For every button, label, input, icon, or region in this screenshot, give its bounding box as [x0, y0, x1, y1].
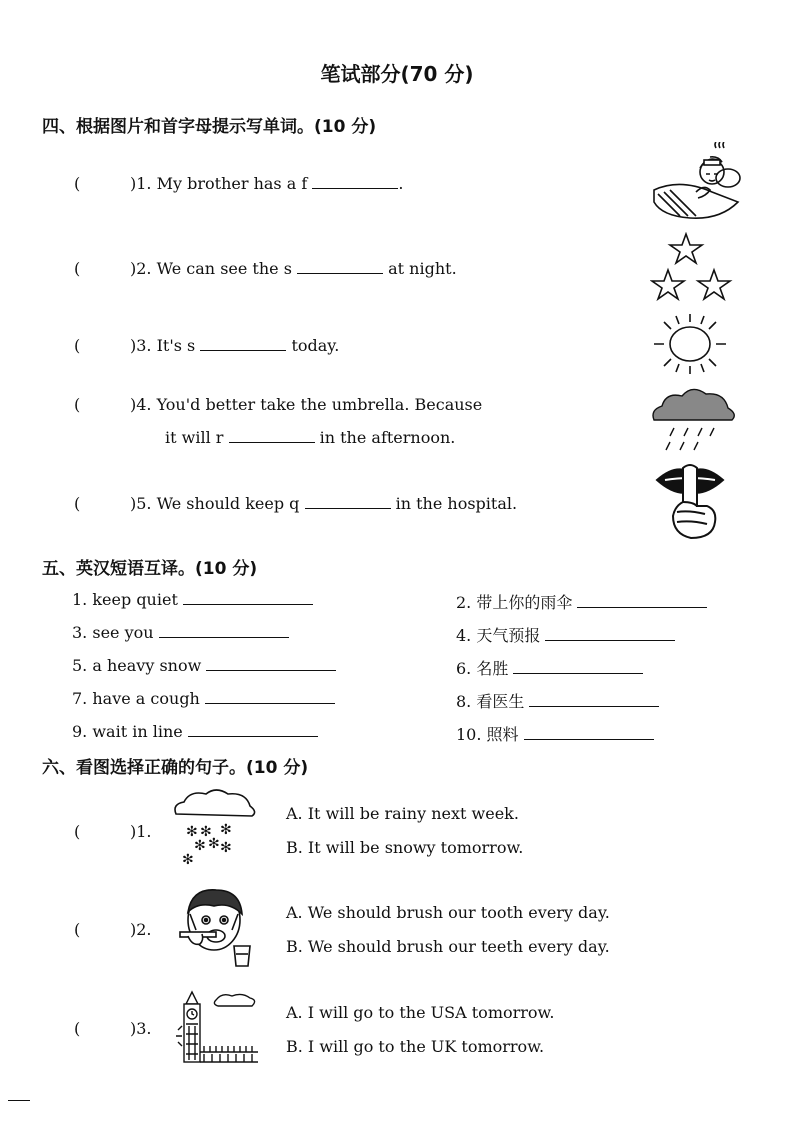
s4-q4-line2 — [165, 428, 455, 447]
s5-pair-1 — [72, 590, 313, 609]
answer-paren-close: ) — [130, 259, 137, 278]
answer-blank[interactable] — [200, 336, 286, 351]
stars-icon — [650, 232, 734, 304]
answer-blank[interactable] — [188, 722, 318, 737]
s6-q1-option-b[interactable]: B. It will be snowy tomorrow. — [286, 838, 524, 857]
s4-q2 — [74, 259, 80, 278]
big-ben-icon — [172, 990, 260, 1066]
phrase-text: 2. 带上你的雨伞 — [456, 593, 573, 612]
question-text: it will r — [165, 428, 224, 447]
answer-blank[interactable] — [205, 689, 335, 704]
question-text-end: today. — [291, 336, 340, 355]
answer-paren-open: ( — [74, 494, 81, 513]
s4-q3-text — [130, 336, 339, 355]
page-title: 笔试部分(70 分) — [320, 62, 474, 86]
question-number: 3. — [136, 336, 152, 355]
s5-pair-4 — [456, 623, 675, 646]
s6-q3-num — [130, 1019, 152, 1038]
answer-blank[interactable] — [513, 659, 643, 674]
snow-cloud-icon — [170, 788, 256, 868]
s6-q1-num — [130, 822, 152, 841]
svg-text:✻: ✻ — [220, 822, 232, 838]
s6-q3-option-b[interactable]: B. I will go to the UK tomorrow. — [286, 1037, 545, 1056]
question-number: 1. — [136, 174, 152, 193]
phrase-text: 8. 看医生 — [456, 692, 525, 711]
answer-blank[interactable] — [312, 174, 398, 189]
s6-q1-option-a[interactable]: A. It will be rainy next week. — [286, 804, 519, 823]
answer-paren-close: ) — [130, 395, 137, 414]
phrase-text: 10. 照料 — [456, 725, 519, 744]
answer-blank[interactable] — [545, 626, 675, 641]
section6-heading: 六、看图选择正确的句子。(10 分) — [42, 758, 309, 778]
answer-blank[interactable] — [524, 725, 654, 740]
answer-blank[interactable] — [159, 623, 289, 638]
s6-q2-num — [130, 920, 152, 939]
answer-paren-close: ) — [130, 494, 137, 513]
s4-q4-text — [130, 395, 482, 414]
sick-boy-in-bed-icon — [650, 142, 742, 222]
phrase-text: 7. have a cough — [72, 689, 200, 708]
question-number: 4. — [136, 395, 152, 414]
answer-paren-open: ( — [74, 822, 81, 841]
question-text: We should keep q — [156, 494, 300, 513]
answer-paren-close: ) — [130, 1019, 137, 1038]
s6-q2 — [74, 920, 80, 939]
answer-blank[interactable] — [206, 656, 336, 671]
s5-pair-9 — [72, 722, 318, 741]
s5-pair-10 — [456, 722, 654, 745]
svg-text:✻: ✻ — [220, 840, 232, 856]
boy-brushing-teeth-icon — [174, 884, 258, 970]
s4-q4 — [74, 395, 80, 414]
answer-blank[interactable] — [529, 692, 659, 707]
s5-pair-2 — [456, 590, 707, 613]
s6-q2-option-a[interactable]: A. We should brush our tooth every day. — [286, 903, 610, 922]
s6-q2-option-b[interactable]: B. We should brush our teeth every day. — [286, 937, 610, 956]
phrase-text: 1. keep quiet — [72, 590, 178, 609]
question-text: It's s — [156, 336, 196, 355]
phrase-text: 6. 名胜 — [456, 659, 509, 678]
s4-q1-text — [130, 174, 403, 193]
question-number: 3. — [136, 1019, 152, 1038]
svg-text:✻: ✻ — [200, 824, 212, 840]
phrase-text: 4. 天气预报 — [456, 626, 541, 645]
answer-blank[interactable] — [183, 590, 313, 605]
answer-paren-open: ( — [74, 174, 81, 193]
section5-heading: 五、英汉短语互译。(10 分) — [42, 559, 258, 579]
s4-q5-text — [130, 494, 517, 513]
answer-paren-open: ( — [74, 395, 81, 414]
svg-text:✻: ✻ — [182, 852, 194, 868]
question-text-end: at night. — [388, 259, 457, 278]
s5-pair-5 — [72, 656, 336, 675]
question-text-end: in the afternoon. — [319, 428, 456, 447]
answer-blank[interactable] — [577, 593, 707, 608]
answer-paren-open: ( — [74, 1019, 81, 1038]
s5-pair-3 — [72, 623, 289, 642]
phrase-text: 5. a heavy snow — [72, 656, 202, 675]
question-number: 2. — [136, 920, 152, 939]
question-number: 2. — [136, 259, 152, 278]
quiet-finger-on-lips-icon — [655, 462, 725, 542]
s6-q3-option-a[interactable]: A. I will go to the USA tomorrow. — [286, 1003, 555, 1022]
answer-paren-open: ( — [74, 920, 81, 939]
answer-paren-open: ( — [74, 259, 81, 278]
rain-cloud-icon — [648, 384, 736, 456]
sun-icon — [650, 312, 730, 374]
section4-heading: 四、根据图片和首字母提示写单词。(10 分) — [42, 117, 377, 137]
footer-rule — [8, 1100, 30, 1101]
phrase-text: 9. wait in line — [72, 722, 183, 741]
phrase-text: 3. see you — [72, 623, 154, 642]
question-text: You'd better take the umbrella. Because — [156, 395, 483, 414]
question-text-end: . — [398, 174, 404, 193]
s4-q3 — [74, 336, 80, 355]
s6-q1 — [74, 822, 80, 841]
answer-blank[interactable] — [229, 428, 315, 443]
s5-pair-7 — [72, 689, 335, 708]
s4-q2-text — [130, 259, 457, 278]
svg-text:✻: ✻ — [186, 824, 198, 840]
svg-text:✻: ✻ — [194, 838, 206, 854]
s4-q1 — [74, 174, 80, 193]
question-number: 1. — [136, 822, 152, 841]
question-text: My brother has a f — [156, 174, 308, 193]
question-text-end: in the hospital. — [395, 494, 518, 513]
question-text: We can see the s — [156, 259, 292, 278]
answer-paren-open: ( — [74, 336, 81, 355]
question-number: 5. — [136, 494, 152, 513]
answer-paren-close: ) — [130, 822, 137, 841]
s5-pair-8 — [456, 689, 659, 712]
answer-paren-close: ) — [130, 920, 137, 939]
answer-paren-close: ) — [130, 174, 137, 193]
answer-blank[interactable] — [297, 259, 383, 274]
svg-text:✻: ✻ — [208, 836, 220, 852]
s5-pair-6 — [456, 656, 643, 679]
s6-q3 — [74, 1019, 80, 1038]
s4-q5 — [74, 494, 80, 513]
answer-blank[interactable] — [305, 494, 391, 509]
answer-paren-close: ) — [130, 336, 137, 355]
